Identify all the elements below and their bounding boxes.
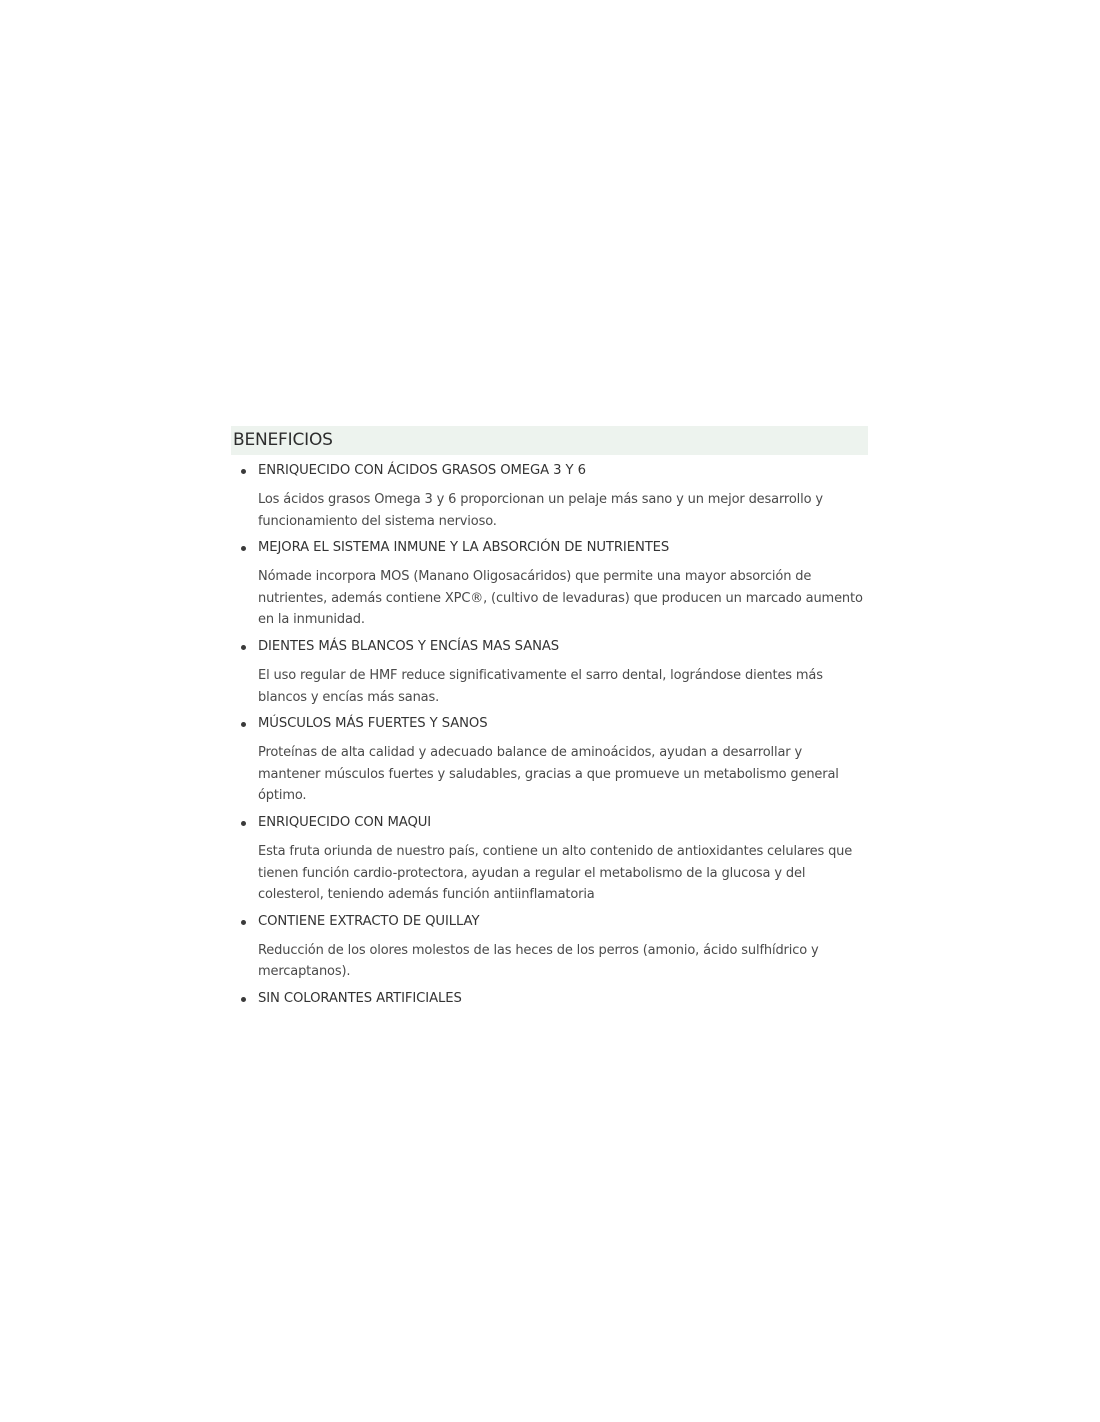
benefit-heading: CONTIENE EXTRACTO DE QUILLAY bbox=[258, 913, 480, 929]
benefit-item-no-colorants bbox=[231, 983, 868, 1007]
benefit-description: Esta fruta oriunda de nuestro país, contiene un alto contenido de antioxidantes celulares que tienen función cardio-protectora, ayudan a regular el metabolismo de la glucosa y del colesterol, teniendo además función antiinflamatoria bbox=[258, 843, 853, 903]
benefit-item-immune bbox=[231, 532, 868, 631]
benefit-item-maqui bbox=[231, 807, 868, 906]
benefit-item-muscles bbox=[231, 708, 868, 807]
benefit-heading: ENRIQUECIDO CON ÁCIDOS GRASOS OMEGA 3 Y 6 bbox=[258, 463, 586, 478]
bullet-icon bbox=[241, 722, 246, 727]
benefits-section bbox=[231, 426, 868, 1007]
benefit-description: Proteínas de alta calidad y adecuado balance de aminoácidos, ayudan a desarrollar y mantener músculos fuertes y saludables, gracias a que promueve un metabolismo general óptimo. bbox=[258, 745, 839, 804]
benefit-description: Los ácidos grasos Omega 3 y 6 proporcionan un pelaje más sano y un mejor desarrollo y funcionamiento del sistema nervioso. bbox=[258, 492, 823, 529]
bullet-icon bbox=[241, 645, 246, 650]
benefits-list bbox=[231, 455, 868, 1007]
benefit-description: Nómade incorpora MOS (Manano Oligosacáridos) que permite una mayor absorción de nutrientes, además contiene XPC®, (cultivo de levaduras) que producen un marcado aumento en la inmunidad. bbox=[258, 569, 863, 628]
bullet-icon bbox=[241, 997, 246, 1002]
benefit-heading: DIENTES MÁS BLANCOS Y ENCÍAS MAS SANAS bbox=[258, 638, 560, 654]
bullet-icon bbox=[241, 546, 246, 551]
benefit-item-quillay bbox=[231, 906, 868, 983]
benefit-item-teeth bbox=[231, 631, 868, 708]
bullet-icon bbox=[241, 469, 246, 474]
benefit-heading: SIN COLORANTES ARTIFICIALES bbox=[258, 990, 462, 1006]
bullet-icon bbox=[241, 920, 246, 925]
benefit-heading: ENRIQUECIDO CON MAQUI bbox=[258, 814, 432, 830]
benefit-heading: MEJORA EL SISTEMA INMUNE Y LA ABSORCIÓN DE NUTRIENTES bbox=[258, 540, 670, 556]
section-header bbox=[231, 426, 868, 455]
benefit-heading: MÚSCULOS MÁS FUERTES Y SANOS bbox=[258, 716, 488, 732]
benefit-description: Reducción de los olores molestos de las heces de los perros (amonio, ácido sulfhídrico y mercaptanos). bbox=[258, 942, 819, 980]
section-title: BENEFICIOS bbox=[233, 430, 333, 450]
benefit-item-omega bbox=[231, 455, 868, 532]
bullet-icon bbox=[241, 821, 246, 826]
benefit-description: El uso regular de HMF reduce significativamente el sarro dental, lográndose dientes más blancos y encías más sanas. bbox=[258, 667, 823, 705]
